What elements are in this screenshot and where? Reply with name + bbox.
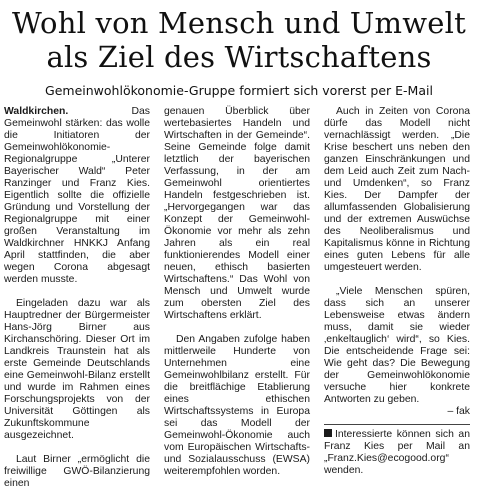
square-bullet-icon [324, 429, 332, 437]
paragraph [4, 106, 150, 286]
paragraph-text: Das Gemeinwohl stärken: das wolle die Initiatoren der Gemeinwohlökonomie-Regionalgruppe „Unterer Bayerischer Wald“ Peter Ranzinger und Franz Kies. Eigentlich sollte die offizielle Gründung und Vorstellung der Regionalgruppe mit einer großen Veranstaltung im Waldkirchner HNKKJ Anfang April stattfinden, die aber wegen Corona abgesagt werden musste. [4, 106, 150, 285]
paragraph: Auch in Zeiten von Corona dürfe das Modell nicht vernachlässigt werden. „Die Krise beschert uns neben den ganzen Einschränkungen und dem Leid auch Zeit zum Nach- und Umdenken“, so Franz Kies. Der Dampfer der allumfassenden Globalisierung und der extremen Auswüchse des Neoliberalismus und Kapitalismus könne in Richtung eines guten Lebens für alle umgesteuert werden. [324, 106, 470, 273]
subheadline: Gemeinwohlökonomie-Gruppe formiert sich vorerst per E-Mail [45, 83, 433, 98]
column-1 [4, 106, 150, 502]
author-signature: – fak [447, 406, 470, 417]
dateline: Waldkirchen. [4, 106, 69, 117]
info-box [324, 424, 470, 477]
article-body [4, 106, 474, 489]
paragraph: genauen Überblick über wertebasiertes Handeln und Wirtschaften in der Gemeinde“. Seine Gemeinde folge damit letztlich der bayerischen Verfassung, in der am Gemeinwohl orientiertes Handeln festgeschrieben ist. „Hervorgegangen war das Konzept der Gemeinwohl-Ökonomie vor mehr als zehn Jahren als ein real funktionierendes Modell einer neuen, ethisch basierten Wirtschaftens.“ Das Wohl von Mensch und Umwelt wurde zum obersten Ziel des Wirtschaftens erklärt. [164, 106, 310, 321]
paragraph: Den Angaben zufolge haben mittlerweile Hunderte von Unternehmen eine Gemeinwohlbilanz erstellt. Für die breitflächige Etablierung eines ethischen Wirtschaftssystems in Europa sei das Modell der Gemeinwohl-Ökonomie auch vom Europäischen Wirtschafts- und Sozialausschuss (EWSA) weiterempfohlen worden. [164, 334, 310, 477]
info-text: Interessierte können sich an Franz Kies per Mail an „Franz.Kies@ecogood.org“ wenden. [324, 429, 470, 476]
headline-line-1: Wohl von Mensch und Umwelt [12, 6, 466, 40]
paragraph: Eingeladen dazu war als Hauptredner der Bürgermeister Hans-Jörg Birner aus Kirchanschöring. Dieser Ort im Landkreis Traunstein hat als erste Gemeinde Deutschlands eine Gemeinwohl-Bilanz erstellt und wurde im Rahmen eines Forschungsprojekts von der Universität Göttingen als Zukunftskommune ausgezeichnet. [4, 298, 150, 441]
headline-line-2: als Ziel des Wirtschaftens [46, 40, 432, 74]
paragraph: „Viele Menschen spüren, dass sich an unserer Lebensweise etwas ändern muss, damit sie wieder ‚enkeltauglich‘ wird“, so Kies. Die entscheidende Frage sei: Wie geht das? Die Bewegung der Gemeinwohlökonomie versuche hier konkrete Antworten zu geben. [324, 286, 470, 405]
paragraph: Laut Birner „ermöglicht die freiwillige GWÖ-Bilanzierung einen [4, 454, 150, 489]
headline [0, 6, 478, 74]
column-2 [164, 106, 310, 490]
column-3 [324, 106, 470, 477]
